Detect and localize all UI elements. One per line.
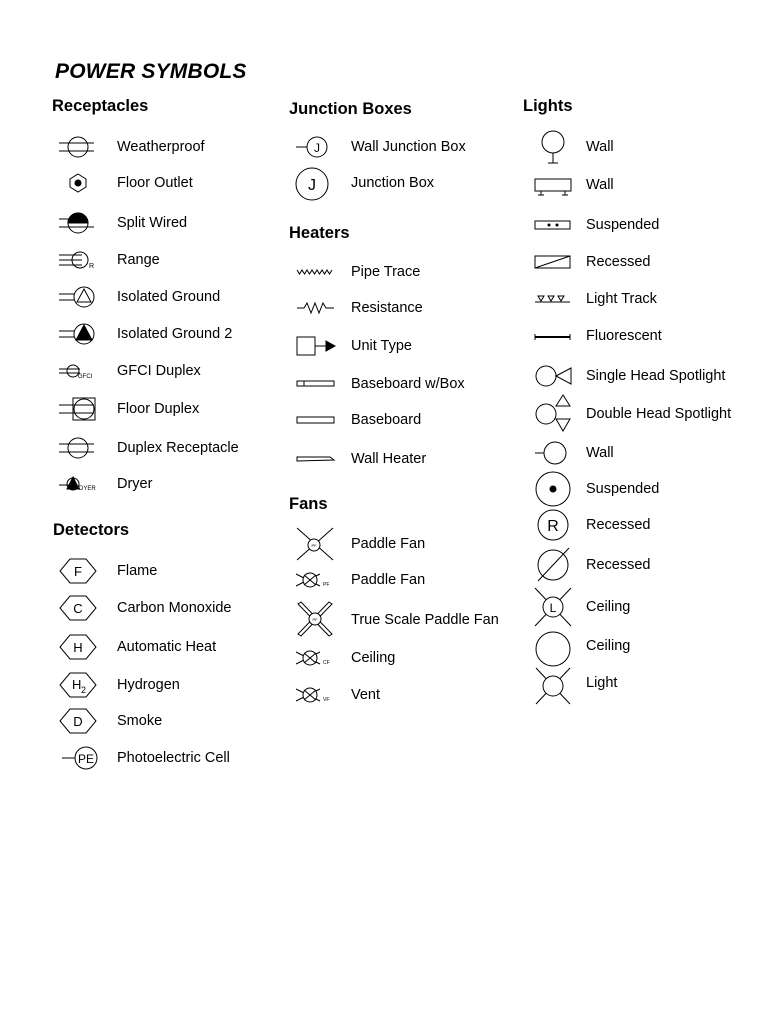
symbol-mark: F <box>74 564 82 579</box>
symbol-label: Recessed <box>586 254 651 270</box>
photoelectric-cell-icon <box>56 743 100 773</box>
vent-fan-icon <box>292 680 336 710</box>
symbol-mark: PF <box>311 543 317 548</box>
symbol-label: Duplex Receptacle <box>117 440 239 456</box>
section-heading-detectors: Detectors <box>53 521 130 539</box>
symbol-label: Unit Type <box>351 338 412 354</box>
symbol-label: Recessed <box>586 557 651 573</box>
symbol-label: Weatherproof <box>117 139 205 155</box>
split-wired-receptacle-icon <box>56 208 100 238</box>
section-heading-lights: Lights <box>523 97 573 115</box>
symbol-mark: PF <box>312 617 318 622</box>
symbol-label: Range <box>117 252 160 268</box>
single-head-spotlight-icon <box>527 361 575 391</box>
symbol-label: Single Head Spotlight <box>586 368 726 384</box>
section-heading-junction-boxes: Junction Boxes <box>289 100 412 118</box>
symbol-label: True Scale Paddle Fan <box>351 612 499 628</box>
isolated-ground-icon <box>56 282 100 312</box>
ceiling-light-l-icon <box>527 592 575 626</box>
flame-detector-icon <box>56 556 100 586</box>
symbol-mark: J <box>314 141 320 155</box>
symbol-label: GFCI Duplex <box>117 363 201 379</box>
symbol-label: Baseboard <box>351 412 422 428</box>
resistance-heater-icon <box>292 293 336 323</box>
smoke-detector-icon <box>56 706 100 736</box>
symbol-label: Wall <box>586 177 614 193</box>
symbol-mark: C <box>73 601 83 616</box>
symbol-label: Paddle Fan <box>351 536 426 552</box>
symbol-label: Ceiling <box>586 599 631 615</box>
symbol-mark: D <box>73 714 83 729</box>
symbol-label: Floor Duplex <box>117 401 200 417</box>
symbol-label: Dryer <box>117 476 153 492</box>
paddle-fan-small-icon <box>292 565 336 595</box>
symbol-label: Suspended <box>586 481 660 497</box>
unit-type-heater-icon <box>292 331 340 361</box>
true-scale-paddle-fan-icon <box>292 605 336 635</box>
symbol-label: Flame <box>117 563 158 579</box>
wall-light-pendant-icon <box>527 132 571 166</box>
suspended-light-icon <box>527 210 575 240</box>
wall-light-fixture-icon <box>527 170 575 200</box>
carbon-monoxide-detector-icon <box>56 593 100 623</box>
symbol-mark: PF <box>323 582 330 588</box>
page-title: POWER SYMBOLS <box>55 60 247 83</box>
symbol-label: Wall Heater <box>351 451 427 467</box>
wall-light-icon <box>527 438 575 468</box>
symbol-label: Light <box>586 675 618 691</box>
double-head-spotlight-icon <box>527 399 575 433</box>
isolated-ground-2-icon <box>56 319 100 349</box>
symbol-label: Wall <box>586 139 614 155</box>
symbol-mark: R <box>89 263 95 270</box>
symbol-label: Suspended <box>586 217 660 233</box>
symbol-label: Ceiling <box>586 638 631 654</box>
symbol-mark: H <box>73 640 83 655</box>
section-heading-heaters: Heaters <box>289 224 350 242</box>
symbol-label: Resistance <box>351 300 423 316</box>
symbol-label: Junction Box <box>351 175 435 191</box>
symbol-mark: DYER <box>79 486 96 492</box>
weatherproof-receptacle-icon <box>56 132 100 162</box>
junction-box-icon <box>292 168 336 198</box>
fluorescent-light-icon <box>527 321 575 351</box>
floor-outlet-icon <box>56 168 100 198</box>
pipe-trace-icon <box>292 257 336 287</box>
symbol-mark: J <box>308 177 316 194</box>
symbol-mark: 2 <box>81 685 87 695</box>
symbol-label: Isolated Ground 2 <box>117 326 233 342</box>
gfci-duplex-icon <box>56 356 100 386</box>
symbol-label: Automatic Heat <box>117 639 217 655</box>
symbol-mark: GFCI <box>78 374 93 380</box>
symbol-label: Ceiling <box>351 650 396 666</box>
baseboard-heater-icon <box>292 405 336 435</box>
paddle-fan-icon <box>292 529 336 559</box>
symbol-label: Double Head Spotlight <box>586 406 732 422</box>
symbol-label: Isolated Ground <box>117 289 221 305</box>
recessed-light-icon <box>527 247 575 277</box>
symbol-mark: H <box>72 677 82 692</box>
recessed-light-r-icon <box>527 510 575 544</box>
wall-heater-icon <box>292 444 336 474</box>
symbol-label: Split Wired <box>117 215 188 231</box>
symbol-label: Light Track <box>586 291 657 307</box>
light-x-icon <box>527 668 575 702</box>
floor-duplex-icon <box>56 394 100 424</box>
section-heading-fans: Fans <box>289 495 328 513</box>
ceiling-light-circle-icon <box>527 631 575 665</box>
symbol-label: Vent <box>351 687 381 703</box>
symbol-mark: VF <box>323 697 330 703</box>
symbol-label: Photoelectric Cell <box>117 750 230 766</box>
symbol-label: Wall <box>586 445 614 461</box>
automatic-heat-detector-icon <box>56 632 100 662</box>
wall-junction-box-icon <box>292 132 336 162</box>
symbol-label: Hydrogen <box>117 677 180 693</box>
symbol-mark: R <box>547 518 559 535</box>
symbol-label: Recessed <box>586 517 651 533</box>
section-heading-receptacles: Receptacles <box>52 97 149 115</box>
symbol-label: Pipe Trace <box>351 264 421 280</box>
recessed-light-slash-icon <box>527 550 575 584</box>
dryer-receptacle-icon <box>56 469 100 499</box>
symbol-mark: PE <box>77 752 95 766</box>
hydrogen-detector-icon <box>56 670 100 700</box>
light-track-icon <box>527 284 575 314</box>
symbol-label: Fluorescent <box>586 328 662 344</box>
symbol-mark: L <box>549 601 557 615</box>
symbol-label: Carbon Monoxide <box>117 600 232 616</box>
baseboard-with-box-icon <box>292 369 336 399</box>
suspended-light-dot-icon <box>527 474 575 508</box>
symbol-label: Baseboard w/Box <box>351 376 465 392</box>
symbol-label: Paddle Fan <box>351 572 426 588</box>
symbol-label: Smoke <box>117 713 163 729</box>
range-receptacle-icon <box>56 245 100 275</box>
symbol-mark: CF <box>323 660 330 666</box>
symbol-label: Wall Junction Box <box>351 139 466 155</box>
symbol-label: Floor Outlet <box>117 175 193 191</box>
duplex-receptacle-icon <box>56 433 100 463</box>
ceiling-fan-icon <box>292 643 336 673</box>
